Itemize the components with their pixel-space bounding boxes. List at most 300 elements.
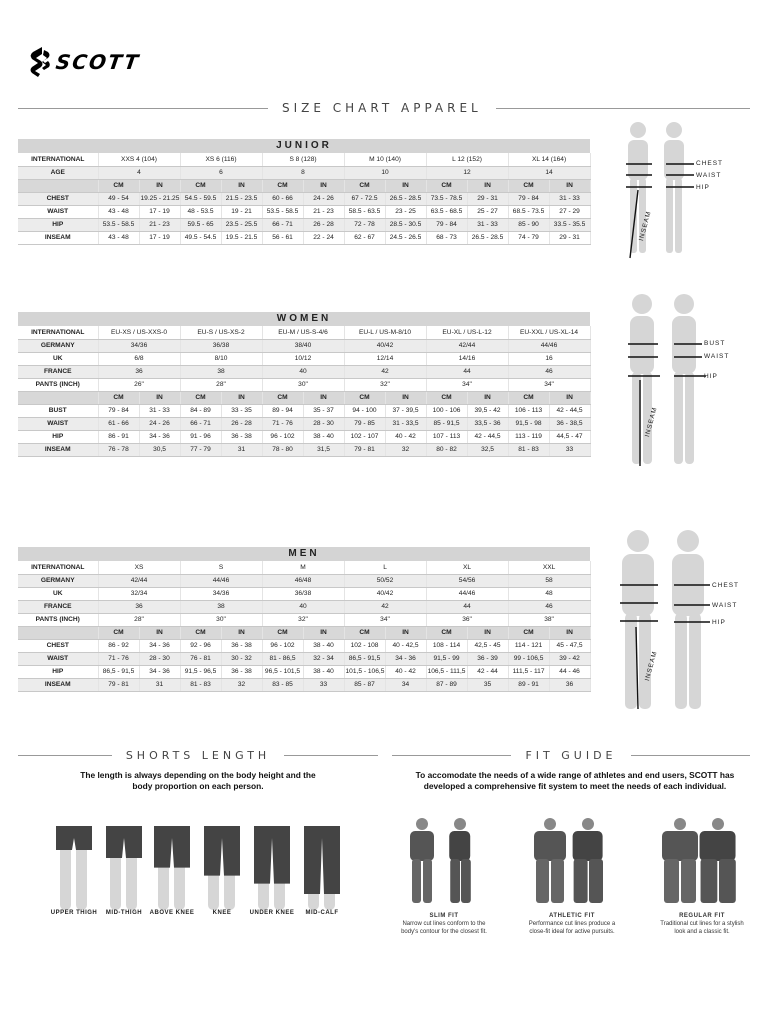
table-cell: 86 - 92 (98, 639, 139, 652)
table-cell: 40 - 42 (385, 665, 426, 678)
table-cell: 38 - 40 (303, 665, 344, 678)
table-cell: 58.5 - 63.5 (344, 205, 385, 218)
table-row (18, 430, 590, 443)
scott-logo-icon (28, 46, 52, 78)
table-cell: 19.25 - 21.25 (139, 192, 180, 205)
men-waist-label: WAIST (712, 602, 738, 609)
shorts-caption: ABOVE KNEE (149, 910, 195, 916)
table-cell: 4 (98, 166, 180, 179)
junior-chest-label: CHEST (696, 160, 724, 167)
table-cell: 87 - 89 (426, 678, 467, 691)
shorts-caption: MID-THIGH (105, 910, 143, 916)
row-label: WAIST (18, 652, 98, 665)
table-cell: 31 (221, 443, 262, 456)
table-cell: 48 (508, 587, 590, 600)
table-row (18, 417, 590, 430)
table-cell: 89 - 94 (262, 404, 303, 417)
table-cell: IN (467, 391, 508, 404)
table-cell: 17 - 19 (139, 231, 180, 244)
fit-caption (656, 912, 748, 936)
table-cell: IN (549, 391, 590, 404)
table-cell: 21 - 23 (139, 218, 180, 231)
fit-figure (662, 815, 742, 907)
table-cell: 34/36 (180, 587, 262, 600)
table-cell: 31 - 33 (549, 192, 590, 205)
table-cell: 22 - 24 (303, 231, 344, 244)
table-cell: 86 - 91 (98, 430, 139, 443)
table-cell: 27 - 29 (549, 205, 590, 218)
fit-caption (526, 912, 618, 936)
table-cell: EU-M / US-S-4/6 (262, 326, 344, 339)
table-cell: 44 (426, 365, 508, 378)
table-cell: 46 (508, 365, 590, 378)
table-cell: 68 - 73 (426, 231, 467, 244)
table-cell: CM (180, 179, 221, 192)
fit-text: Narrow cut lines conform to the body's contour for the closest fit. (401, 921, 487, 935)
table-cell: 111,5 - 117 (508, 665, 549, 678)
table-row (18, 443, 590, 456)
table-cell: 28" (180, 378, 262, 391)
men-body-figure (612, 525, 712, 715)
table-cell: CM (508, 179, 549, 192)
table-cell: 21 - 23 (303, 205, 344, 218)
table-cell: S 8 (128) (262, 153, 344, 166)
table-cell: 31 (139, 678, 180, 691)
table-cell: 34 - 36 (139, 430, 180, 443)
table-cell: 84 - 89 (180, 404, 221, 417)
table-cell: IN (303, 391, 344, 404)
table-cell: M 10 (140) (344, 153, 426, 166)
table-cell: 73.5 - 78.5 (426, 192, 467, 205)
row-label: INTERNATIONAL (18, 153, 98, 166)
table-cell: 38/40 (262, 339, 344, 352)
junior-inseam-label: INSEAM (638, 210, 653, 242)
table-cell: EU-L / US-M-8/10 (344, 326, 426, 339)
table-cell: IN (139, 179, 180, 192)
table-cell: 19.5 - 21.5 (221, 231, 262, 244)
row-label: HIP (18, 430, 98, 443)
table-cell: CM (426, 179, 467, 192)
table-row (18, 192, 590, 205)
table-cell: 92 - 96 (180, 639, 221, 652)
table-cell: 42/44 (98, 574, 180, 587)
table-cell: 100 - 106 (426, 404, 467, 417)
table-cell: XL (426, 561, 508, 574)
table-cell: 91,5 - 99 (426, 652, 467, 665)
table-cell: IN (303, 626, 344, 639)
table-cell: 25 - 27 (467, 205, 508, 218)
table-cell: 108 - 114 (426, 639, 467, 652)
table-row (18, 639, 590, 652)
table-row (18, 352, 590, 365)
table-row (18, 205, 590, 218)
table-cell: 62 - 67 (344, 231, 385, 244)
table-row (18, 561, 590, 574)
table-cell: 71 - 76 (98, 652, 139, 665)
shorts-figure (250, 824, 294, 912)
table-cell: CM (344, 626, 385, 639)
table-cell: 38 - 40 (303, 639, 344, 652)
table-cell: 36 - 38 (221, 430, 262, 443)
table-cell: CM (180, 391, 221, 404)
table-cell: 61 - 66 (98, 417, 139, 430)
table-cell: CM (508, 626, 549, 639)
row-label: FRANCE (18, 365, 98, 378)
table-cell: 23 - 25 (385, 205, 426, 218)
row-label (18, 391, 98, 404)
table-cell: 91 - 96 (180, 430, 221, 443)
table-cell: 28 - 30 (303, 417, 344, 430)
shorts-title-rule (18, 749, 378, 762)
table-cell: 36 - 39 (467, 652, 508, 665)
table-cell: 14 (508, 166, 590, 179)
table-cell: 35 - 37 (303, 404, 344, 417)
table-cell: 32" (262, 613, 344, 626)
table-cell: EU-XS / US-XXS-0 (98, 326, 180, 339)
table-row (18, 326, 590, 339)
table-cell: 36 - 38 (221, 665, 262, 678)
table-cell: 31 - 33 (467, 218, 508, 231)
row-label: INSEAM (18, 231, 98, 244)
men-hip-label: HIP (712, 619, 726, 626)
table-cell: 38 (180, 600, 262, 613)
table-cell: IN (221, 391, 262, 404)
table-cell: 30,5 (139, 443, 180, 456)
row-label: HIP (18, 218, 98, 231)
table-cell: 39,5 - 42 (467, 404, 508, 417)
table-row (18, 378, 590, 391)
table-cell: 59.5 - 65 (180, 218, 221, 231)
table-cell: 46/48 (262, 574, 344, 587)
brand-logo (28, 46, 140, 78)
table-cell: 79 - 85 (344, 417, 385, 430)
fit-caption (398, 912, 490, 936)
table-row (18, 574, 590, 587)
table-cell: CM (98, 391, 139, 404)
table-cell: 76 - 78 (98, 443, 139, 456)
table-cell: 32 - 34 (303, 652, 344, 665)
table-row (18, 652, 590, 665)
table-cell: L (344, 561, 426, 574)
table-cell: 54/56 (426, 574, 508, 587)
table-cell: 31 - 33 (139, 404, 180, 417)
table-cell: 33.5 - 35.5 (549, 218, 590, 231)
shorts-title: SHORTS LENGTH (125, 749, 271, 762)
table-cell: 39 - 42 (549, 652, 590, 665)
table-row (18, 365, 590, 378)
table-cell: 42 - 44,5 (549, 404, 590, 417)
table-cell: 86,5 - 91,5 (344, 652, 385, 665)
table-cell: CM (508, 391, 549, 404)
table-row (18, 587, 590, 600)
table-cell: 6 (180, 166, 262, 179)
shorts-figure (102, 824, 146, 912)
women-inseam-label: INSEAM (644, 406, 659, 438)
women-waist-label: WAIST (704, 353, 730, 360)
table-cell: 21.5 - 23.5 (221, 192, 262, 205)
table-cell: 28.5 - 30.5 (385, 218, 426, 231)
table-cell: CM (344, 179, 385, 192)
row-label: HIP (18, 665, 98, 678)
table-cell: 81 - 83 (180, 678, 221, 691)
row-label: GERMANY (18, 574, 98, 587)
table-cell: 24 - 26 (303, 192, 344, 205)
table-row (18, 678, 590, 691)
table-cell: 89 - 91 (508, 678, 549, 691)
table-cell: 26 - 28 (303, 218, 344, 231)
table-cell: 34 (385, 678, 426, 691)
table-cell: 10 (344, 166, 426, 179)
fit-figure (404, 815, 484, 907)
table-cell: 24.5 - 26.5 (385, 231, 426, 244)
table-cell: 53.5 - 58.5 (98, 218, 139, 231)
table-cell: EU-XL / US-L-12 (426, 326, 508, 339)
table-cell: 26 - 28 (221, 417, 262, 430)
table-cell: 43 - 48 (98, 205, 139, 218)
row-label: INTERNATIONAL (18, 561, 98, 574)
table-cell: CM (344, 391, 385, 404)
table-cell: 44,5 - 47 (549, 430, 590, 443)
table-cell: 40/42 (344, 587, 426, 600)
table-cell: 19 - 21 (221, 205, 262, 218)
table-cell: 54.5 - 59.5 (180, 192, 221, 205)
table-cell: 91,5 - 96,5 (180, 665, 221, 678)
table-cell: 34" (508, 378, 590, 391)
table-cell: 72 - 78 (344, 218, 385, 231)
table-cell: 79 - 81 (344, 443, 385, 456)
table-cell: 101,5 - 106,5 (344, 665, 385, 678)
table-cell: 68.5 - 73.5 (508, 205, 549, 218)
table-cell: 42 (344, 365, 426, 378)
table-cell: 77 - 79 (180, 443, 221, 456)
women-bust-label: BUST (704, 340, 726, 347)
table-cell: 36 - 38,5 (549, 417, 590, 430)
table-row (18, 218, 590, 231)
fit-name: REGULAR FIT (679, 913, 725, 919)
table-cell: XXS 4 (104) (98, 153, 180, 166)
table-row (18, 339, 590, 352)
table-cell: 34 - 36 (139, 665, 180, 678)
table-cell: 31,5 (303, 443, 344, 456)
junior-size-table (18, 153, 591, 245)
table-cell: 56 - 61 (262, 231, 303, 244)
table-cell: 60 - 66 (262, 192, 303, 205)
fit-title-rule (392, 749, 750, 762)
table-cell: 40 - 42,5 (385, 639, 426, 652)
shorts-description: The length is always depending on the body height and the body proportion on each person. (80, 770, 316, 791)
table-row (18, 231, 590, 244)
table-cell: 36/38 (262, 587, 344, 600)
fit-title: FIT GUIDE (525, 749, 617, 762)
table-cell: 113 - 119 (508, 430, 549, 443)
table-cell: CM (98, 626, 139, 639)
table-cell: 40 (262, 600, 344, 613)
men-inseam-label: INSEAM (644, 650, 659, 682)
table-cell: 32" (344, 378, 426, 391)
table-cell: IN (385, 391, 426, 404)
table-cell: 91,5 - 98 (508, 417, 549, 430)
table-cell: 23.5 - 25.5 (221, 218, 262, 231)
table-cell: IN (549, 179, 590, 192)
table-cell: 26.5 - 28.5 (385, 192, 426, 205)
table-cell: 17 - 19 (139, 205, 180, 218)
page-title-rule (18, 101, 750, 115)
fit-figure (532, 815, 612, 907)
page-title: SIZE CHART APPAREL (282, 101, 482, 115)
brand-name: SCOTT (54, 50, 142, 74)
table-cell: 50/52 (344, 574, 426, 587)
table-cell: IN (139, 626, 180, 639)
table-cell: 71 - 76 (262, 417, 303, 430)
table-cell: 33,5 - 36 (467, 417, 508, 430)
fit-name: ATHLETIC FIT (549, 913, 595, 919)
table-cell: IN (221, 179, 262, 192)
table-cell: 85 - 87 (344, 678, 385, 691)
table-cell: 79 - 81 (98, 678, 139, 691)
table-cell: 66 - 71 (180, 417, 221, 430)
table-cell: 40 (262, 365, 344, 378)
table-cell: 63.5 - 68.5 (426, 205, 467, 218)
table-cell: 37 - 39,5 (385, 404, 426, 417)
table-cell: 36 (549, 678, 590, 691)
shorts-figure (52, 824, 96, 912)
table-cell: CM (262, 179, 303, 192)
table-row (18, 391, 590, 404)
table-cell: 30 - 32 (221, 652, 262, 665)
table-cell: 114 - 121 (508, 639, 549, 652)
table-cell: 28" (98, 613, 180, 626)
table-cell: 12 (426, 166, 508, 179)
table-cell: 33 (303, 678, 344, 691)
table-cell: 36 - 38 (221, 639, 262, 652)
table-cell: 35 (467, 678, 508, 691)
fit-name: SLIM FIT (429, 913, 459, 919)
table-cell: 26" (98, 378, 180, 391)
row-label: PANTS (INCH) (18, 613, 98, 626)
table-cell: IN (303, 179, 344, 192)
table-cell: IN (549, 626, 590, 639)
table-cell: 32 (385, 443, 426, 456)
table-cell: 33 (549, 443, 590, 456)
table-cell: 32 (221, 678, 262, 691)
table-cell: 81 - 86,5 (262, 652, 303, 665)
table-cell: 33 - 35 (221, 404, 262, 417)
table-cell: 6/8 (98, 352, 180, 365)
table-row (18, 404, 590, 417)
table-cell: 40 - 42 (385, 430, 426, 443)
row-label: AGE (18, 166, 98, 179)
shorts-caption: UPPER THIGH (50, 910, 98, 916)
table-row (18, 166, 590, 179)
table-cell: 31 - 33,5 (385, 417, 426, 430)
table-cell: 40/42 (344, 339, 426, 352)
table-cell: 83 - 85 (262, 678, 303, 691)
table-cell: 42 (344, 600, 426, 613)
table-cell: IN (467, 626, 508, 639)
table-cell: 106,5 - 111,5 (426, 665, 467, 678)
table-cell: 26.5 - 28.5 (467, 231, 508, 244)
table-cell: 36 (98, 365, 180, 378)
table-cell: 8 (262, 166, 344, 179)
table-cell: 86,5 - 91,5 (98, 665, 139, 678)
table-cell: 32,5 (467, 443, 508, 456)
women-heading: WOMEN (18, 312, 590, 326)
table-cell: 107 - 113 (426, 430, 467, 443)
table-cell: CM (262, 626, 303, 639)
table-cell: 49.5 - 54.5 (180, 231, 221, 244)
table-cell: XS 6 (116) (180, 153, 262, 166)
table-cell: 81 - 83 (508, 443, 549, 456)
table-cell: 42/44 (426, 339, 508, 352)
table-cell: CM (426, 626, 467, 639)
table-cell: 34" (426, 378, 508, 391)
table-row (18, 626, 590, 639)
row-label: CHEST (18, 639, 98, 652)
table-cell: 12/14 (344, 352, 426, 365)
junior-body-figure (612, 118, 694, 263)
table-cell: S (180, 561, 262, 574)
row-label: WAIST (18, 417, 98, 430)
junior-hip-label: HIP (696, 184, 710, 191)
table-row (18, 665, 590, 678)
table-cell: 45 - 47,5 (549, 639, 590, 652)
table-cell: 29 - 31 (467, 192, 508, 205)
table-cell: 78 - 80 (262, 443, 303, 456)
table-cell: IN (385, 179, 426, 192)
shorts-figure (200, 824, 244, 912)
table-cell: 36/38 (180, 339, 262, 352)
table-cell: 66 - 71 (262, 218, 303, 231)
table-cell: 96 - 102 (262, 639, 303, 652)
table-cell: 79 - 84 (426, 218, 467, 231)
table-cell: IN (467, 179, 508, 192)
row-label: FRANCE (18, 600, 98, 613)
table-cell: 49 - 54 (98, 192, 139, 205)
table-cell: 30" (180, 613, 262, 626)
table-cell: 43 - 48 (98, 231, 139, 244)
men-size-table (18, 561, 591, 692)
women-body-figure (618, 290, 708, 470)
table-cell: 44 (426, 600, 508, 613)
table-cell: 38" (508, 613, 590, 626)
table-cell: 76 - 81 (180, 652, 221, 665)
row-label: UK (18, 352, 98, 365)
table-cell: 42 - 44 (467, 665, 508, 678)
table-cell: 32/34 (98, 587, 180, 600)
table-cell: CM (180, 626, 221, 639)
row-label (18, 626, 98, 639)
table-cell: CM (98, 179, 139, 192)
row-label (18, 179, 98, 192)
table-cell: CM (426, 391, 467, 404)
row-label: INSEAM (18, 678, 98, 691)
shorts-figure (300, 824, 344, 912)
table-cell: CM (262, 391, 303, 404)
shorts-figure (150, 824, 194, 912)
table-cell: 79 - 84 (508, 192, 549, 205)
table-cell: EU-S / US-XS-2 (180, 326, 262, 339)
table-cell: 8/10 (180, 352, 262, 365)
table-cell: 42,5 - 45 (467, 639, 508, 652)
table-cell: 96,5 - 101,5 (262, 665, 303, 678)
table-cell: 24 - 26 (139, 417, 180, 430)
table-cell: XXL (508, 561, 590, 574)
table-cell: 44/46 (180, 574, 262, 587)
women-size-table (18, 326, 591, 457)
row-label: WAIST (18, 205, 98, 218)
table-cell: 102 - 108 (344, 639, 385, 652)
table-cell: 34/36 (98, 339, 180, 352)
